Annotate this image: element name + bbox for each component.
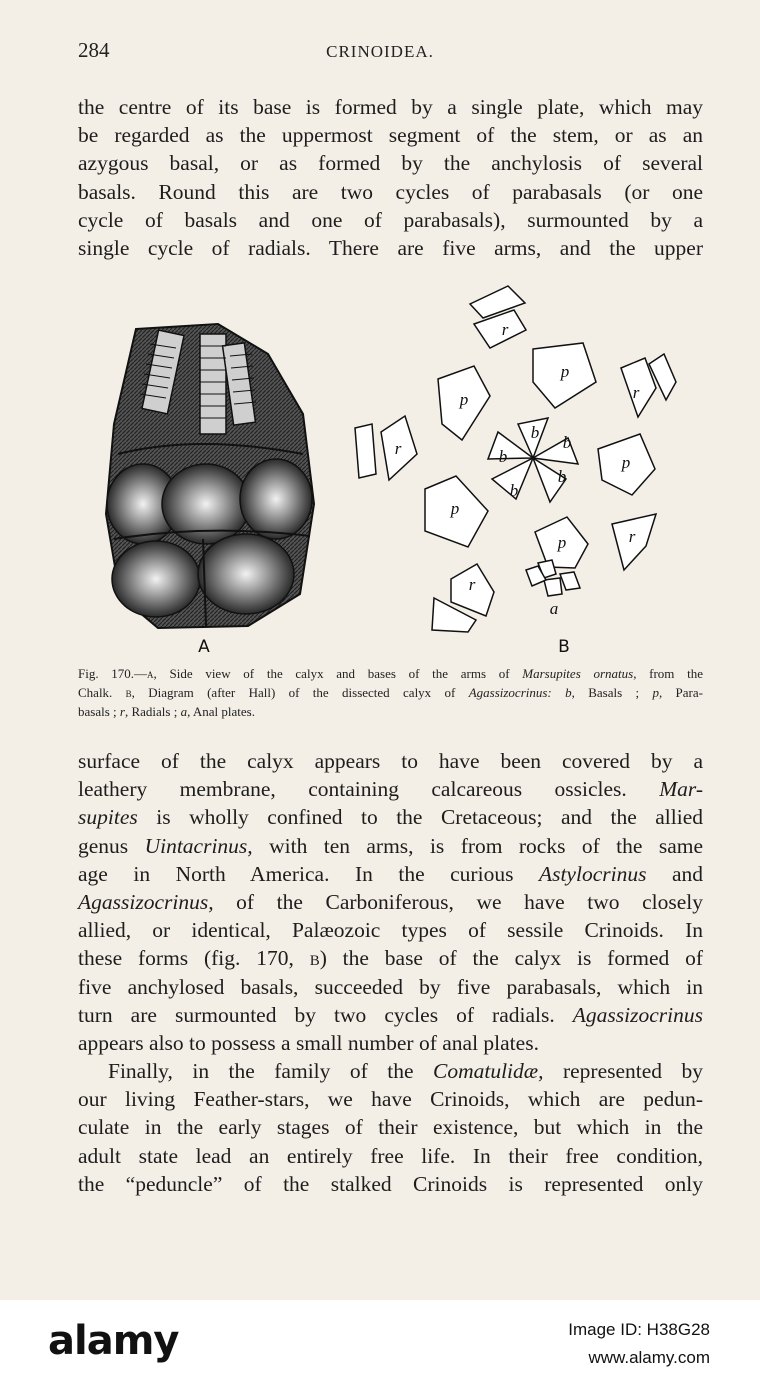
caption-letter-a: a (147, 666, 154, 681)
stock-url-text: www.alamy.com (588, 1348, 710, 1367)
plate-label-r: r (632, 383, 640, 402)
paragraph-1 (78, 93, 703, 262)
caption-key-letter: r (119, 704, 125, 719)
text-line: cycle of basals and one of parabasals), surmounted by a (78, 207, 703, 232)
text-line: appears also to possess a small number of anal plates. (78, 1030, 539, 1055)
text-line (78, 944, 703, 972)
text-line: allied, or identical, Palæozoic types of sessile Crinoids. In (78, 918, 703, 943)
figure-illustration (78, 274, 703, 664)
plate-label-b: b (562, 433, 572, 452)
caption-key-letter: p (652, 685, 659, 700)
text-line (78, 803, 703, 831)
genus-name: Agassizocrinus (572, 1002, 703, 1027)
paragraph-2 (78, 747, 703, 1057)
plate-label-r: r (394, 439, 402, 458)
caption-line (78, 664, 703, 683)
text-span: age in North America. In the curious (78, 861, 514, 886)
plate-label-b: b (509, 481, 519, 500)
text-span: represented by (562, 1059, 704, 1083)
text-span: is wholly confined to the Cretaceous; and the allied (156, 805, 703, 830)
text-line (78, 1057, 703, 1085)
plate-label-r: r (501, 320, 509, 339)
genus-name: Agassizocrinus, (78, 889, 214, 914)
plate-label-r: r (468, 575, 476, 594)
text-line: our living Feather-stars, we have Crinoids, which are pedun- (78, 1087, 703, 1112)
plate-label-b: b (498, 447, 508, 466)
figure-label-b: B (558, 637, 570, 657)
caption-letter-b: b (125, 685, 132, 700)
caption-key-letter: a (180, 704, 188, 719)
text-span: of the Carboniferous, we have two closely (236, 889, 703, 914)
caption-text: , from the (633, 666, 703, 681)
image-id-text: Image ID: H38G28 (568, 1320, 710, 1339)
text-span: turn are surmounted by two cycles of radials. (78, 1002, 555, 1027)
plate-label-p: p (450, 499, 460, 518)
text-line (78, 1001, 703, 1029)
text-line: culate in the early stages of their existence, but which in the (78, 1115, 703, 1140)
text-span: ) the base of the calyx is formed of (319, 946, 703, 971)
paragraph-3 (78, 1057, 703, 1198)
text-line (78, 888, 703, 916)
plate-label-r: r (628, 527, 636, 546)
caption-text: , Radials ; (124, 704, 181, 719)
genus-name: Mar- (659, 777, 703, 802)
text-line: the centre of its base is formed by a single plate, which may (78, 95, 703, 119)
plate-label-p: p (459, 390, 469, 409)
text-line: the “peduncle” of the stalked Crinoids is represented only (78, 1171, 703, 1196)
plate-label-b: b (557, 467, 567, 486)
text-span: leathery membrane, containing calcareous ossicles. (78, 777, 627, 802)
plate-label-p: p (621, 453, 631, 472)
text-line (78, 775, 703, 803)
caption-species-name: Marsupites ornatus (522, 666, 634, 681)
text-line: adult state lead an entirely free life. In their free condition, (78, 1143, 703, 1168)
text-span: Finally, in the family of the (108, 1059, 414, 1083)
caption-fig-number: Fig. 170.— (78, 666, 148, 681)
running-head: CRINOIDEA. (326, 42, 434, 61)
fossil-calyx-drawing (106, 324, 314, 628)
caption-genus-name: Agassizocrinus: b (468, 685, 572, 700)
figure-caption (78, 664, 703, 721)
plate-label-a: a (549, 599, 559, 618)
plate-label-p: p (557, 533, 567, 552)
alamy-logo: alamy (48, 1318, 179, 1364)
text-span: and (671, 861, 704, 886)
genus-name: Astylocrinus (538, 861, 647, 886)
caption-text: , Basals ; (571, 685, 653, 700)
caption-text: Chalk. (78, 685, 126, 700)
text-line: single cycle of radials. There are five arms, and the upper (78, 235, 703, 260)
caption-line (78, 702, 703, 721)
plate-label-p: p (560, 362, 570, 381)
text-line: basals. Round this are two cycles of parabasals (or one (78, 179, 703, 204)
caption-text: basals ; (78, 704, 120, 719)
text-line (78, 832, 703, 860)
caption-text: , Anal plates. (187, 704, 255, 719)
text-span: with ten arms, is from rocks of the same (269, 833, 704, 858)
plate-label-b: b (530, 423, 540, 442)
caption-line (78, 683, 703, 702)
figure-reference-letter: b (309, 946, 320, 971)
text-span: genus (78, 833, 129, 858)
text-line: surface of the calyx appears to have been covered by a (78, 749, 703, 773)
figure-label-a: A (198, 637, 210, 657)
genus-name: Uintacrinus, (144, 833, 253, 858)
text-span: these forms (fig. 170, (78, 946, 294, 971)
text-line: be regarded as the uppermost segment of the stem, or as an (78, 123, 703, 148)
text-line: five anchylosed basals, succeeded by five parabasals, which in (78, 974, 703, 999)
text-line: azygous basal, or as formed by the anchylosis of several (78, 151, 703, 176)
caption-text: , Diagram (after Hall) of the dissected calyx of (131, 685, 469, 700)
genus-name: supites (78, 805, 138, 830)
caption-text: , Para- (658, 685, 703, 700)
family-name: Comatulidæ, (432, 1059, 544, 1083)
caption-text: , Side view of the calyx and bases of the arms of (153, 666, 523, 681)
page-number: 284 (78, 38, 110, 62)
text-line (78, 860, 703, 888)
figure-170 (78, 274, 703, 664)
